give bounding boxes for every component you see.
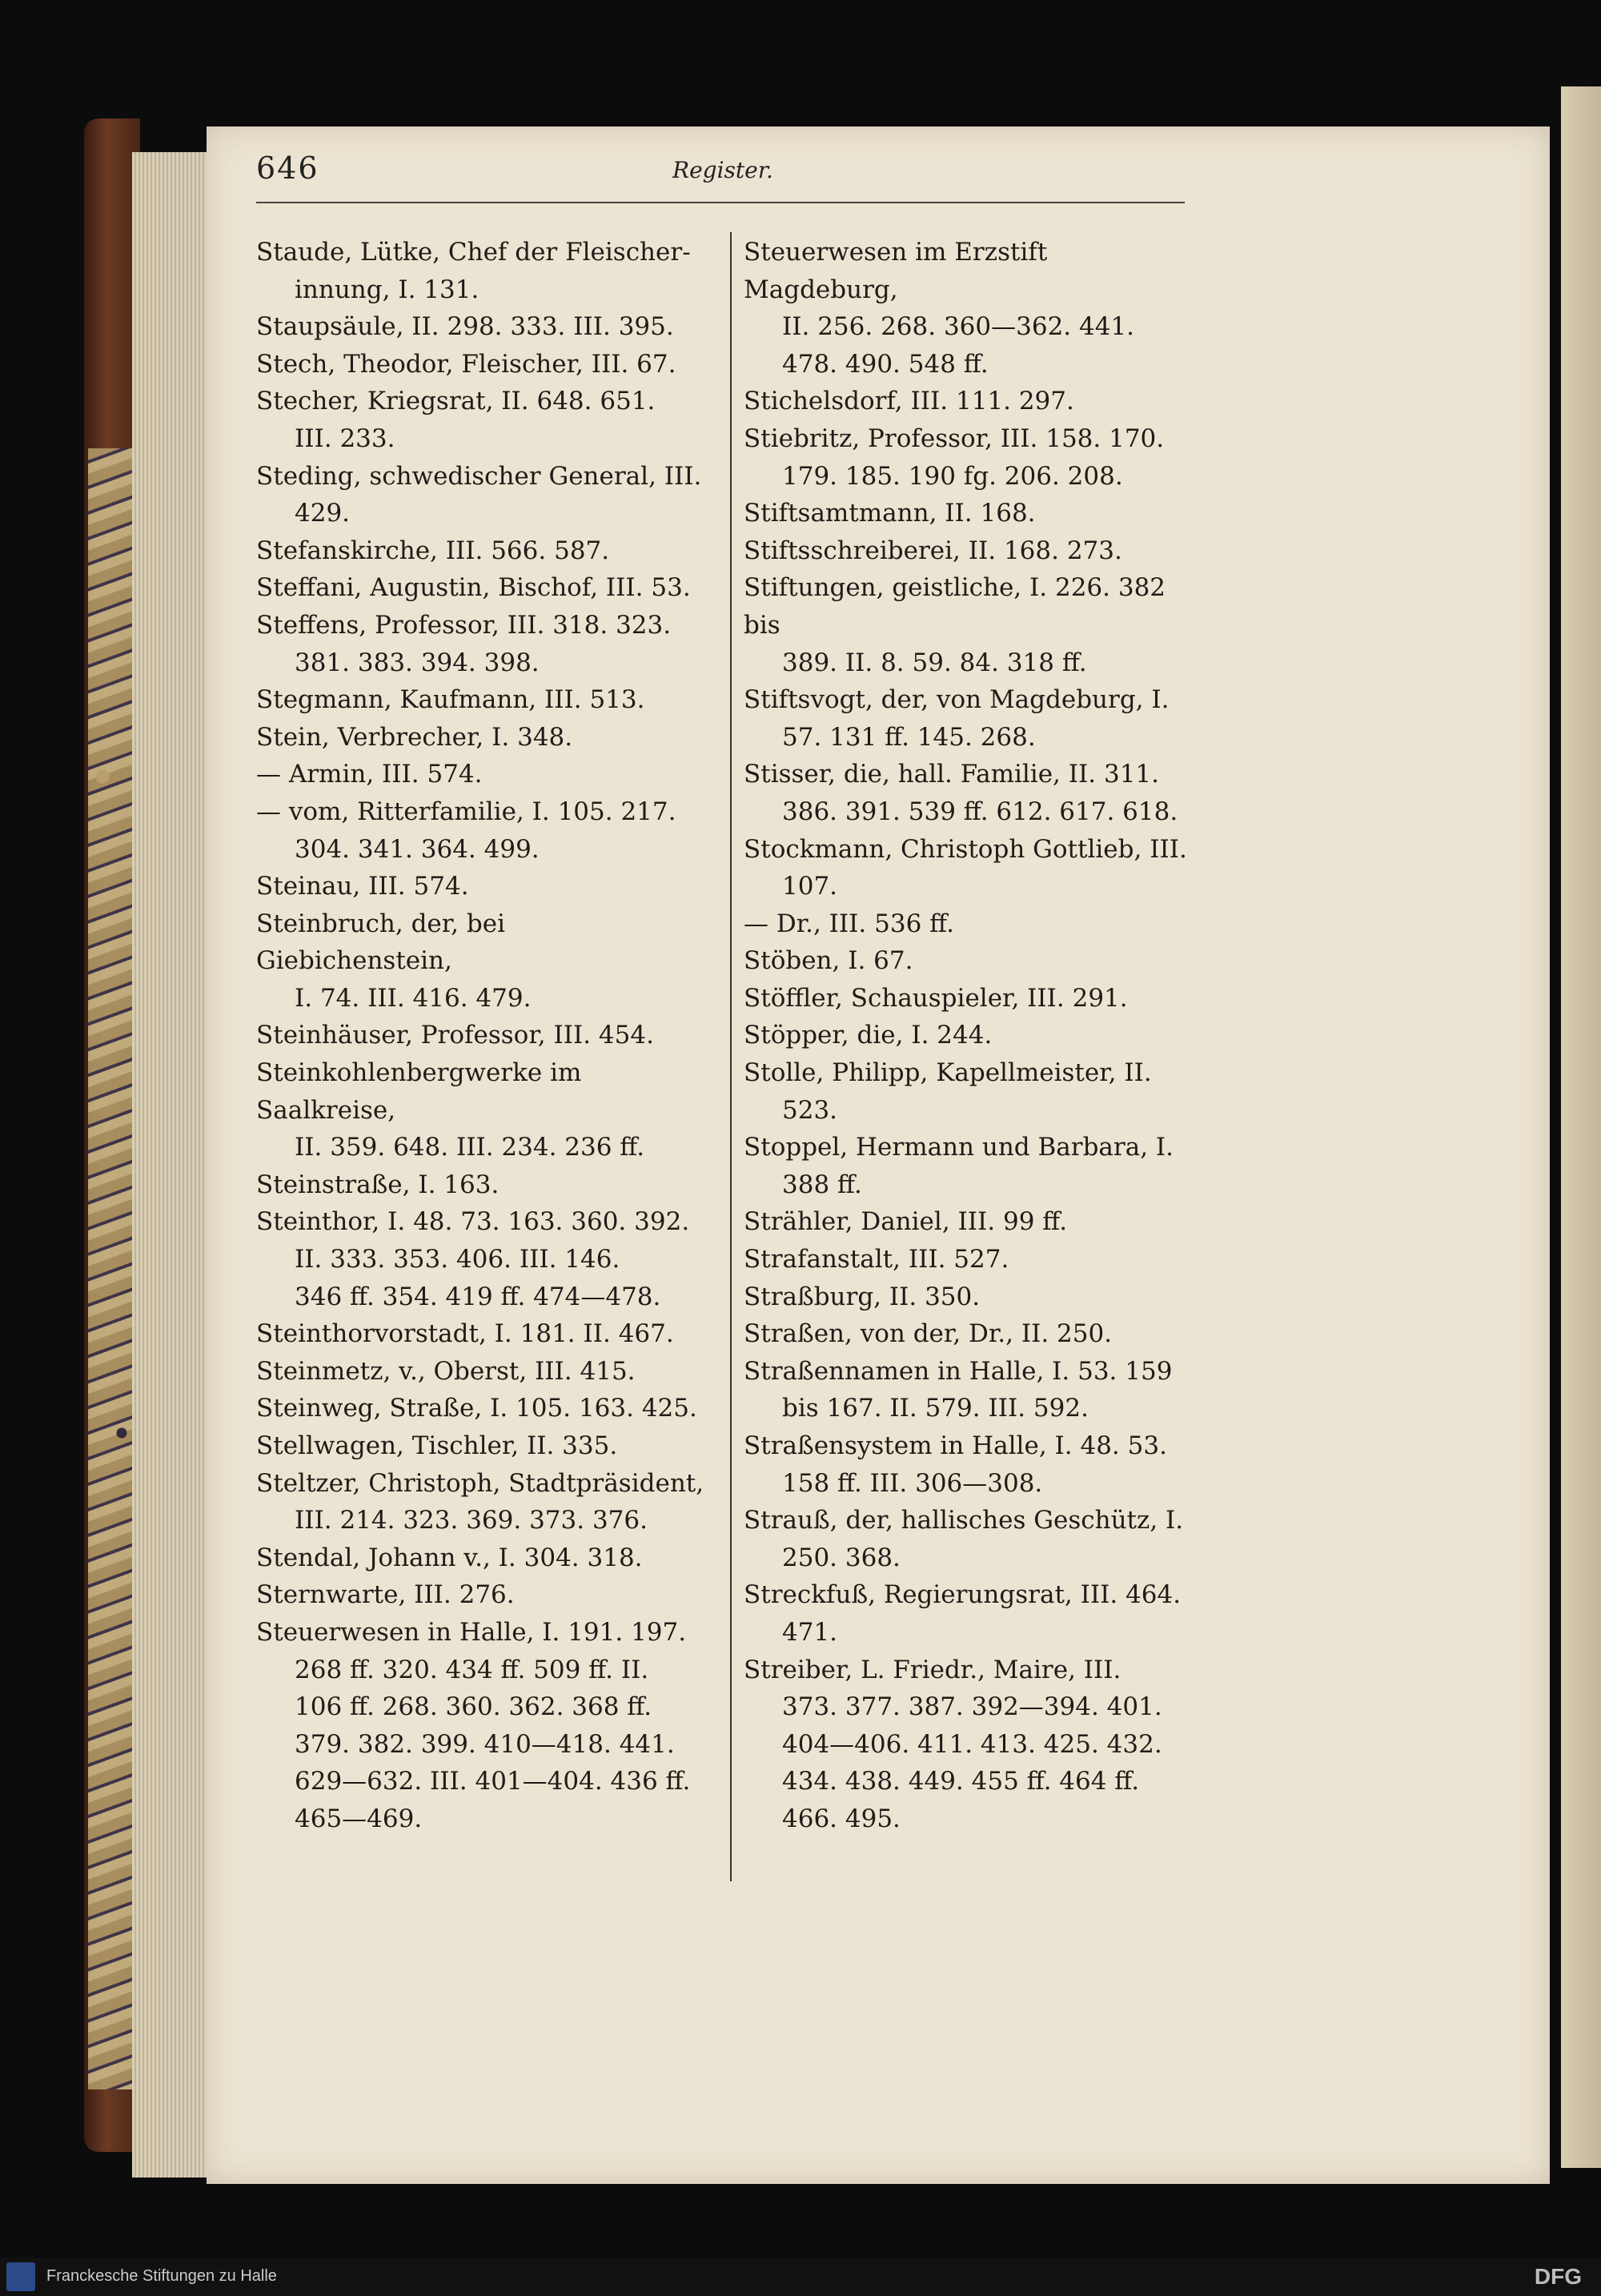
index-line: 429. <box>295 499 351 528</box>
index-line: Stiftsamtmann, II. 168. <box>744 499 1036 528</box>
dfg-logo: DFG <box>1534 2264 1582 2289</box>
index-line: I. 74. III. 416. 479. <box>295 983 532 1013</box>
index-line: II. 359. 648. III. 234. 236 ff. <box>295 1133 645 1162</box>
index-line: bis 167. II. 579. III. 592. <box>782 1394 1089 1423</box>
index-line: Steuerwesen in Halle, I. 191. 197. <box>256 1617 687 1647</box>
index-line: Strauß, der, hallisches Geschütz, I. <box>744 1506 1184 1535</box>
index-line: 268 ff. 320. 434 ff. 509 ff. II. <box>295 1655 649 1684</box>
index-line: Stellwagen, Tischler, II. 335. <box>256 1431 618 1460</box>
index-line: Stöpper, die, I. 244. <box>744 1021 993 1050</box>
index-line: Stisser, die, hall. Familie, II. 311. <box>744 760 1159 789</box>
index-line: 523. <box>782 1095 838 1125</box>
index-line: 379. 382. 399. 410—418. 441. <box>295 1729 675 1759</box>
index-line: Streckfuß, Regierungsrat, III. 464. <box>744 1580 1182 1610</box>
index-line: Steinweg, Straße, I. 105. 163. 425. <box>256 1394 697 1423</box>
index-line: Steinmetz, v., Oberst, III. 415. <box>256 1356 636 1386</box>
page-edges <box>132 152 208 2178</box>
marbled-endpaper <box>88 448 136 2089</box>
index-line: 346 ff. 354. 419 ff. 474—478. <box>295 1282 661 1311</box>
index-line: 434. 438. 449. 455 ff. 464 ff. <box>782 1767 1140 1796</box>
index-line: 388 ff. <box>782 1170 862 1199</box>
index-line: Stiftungen, geistliche, I. 226. 382 bis <box>744 573 1166 640</box>
index-line: Sternwarte, III. 276. <box>256 1580 515 1610</box>
viewer-footer <box>0 2258 1601 2296</box>
index-line: Stefanskirche, III. 566. 587. <box>256 536 610 565</box>
column-divider <box>730 232 732 1881</box>
index-line: Stolle, Philipp, Kapellmeister, II. <box>744 1058 1152 1088</box>
index-line: 381. 383. 394. 398. <box>295 648 540 677</box>
index-line: Stockmann, Christoph Gottlieb, III. <box>744 834 1187 864</box>
index-line: Steinstraße, I. 163. <box>256 1170 500 1199</box>
index-line: 478. 490. 548 ff. <box>782 349 989 379</box>
index-line: 471. <box>782 1617 838 1647</box>
index-line: 106 ff. 268. 360. 362. 368 ff. <box>295 1692 652 1722</box>
index-line: 386. 391. 539 ff. 612. 617. 618. <box>782 797 1178 826</box>
index-line: Steuerwesen im Erzstift Magdeburg, <box>744 238 1048 304</box>
index-line: Straßensystem in Halle, I. 48. 53. <box>744 1431 1167 1460</box>
index-line: Steffani, Augustin, Bischof, III. 53. <box>256 573 691 603</box>
index-line: — vom, Ritterfamilie, I. 105. 217. <box>256 797 676 826</box>
index-line: 373. 377. 387. 392—394. 401. <box>782 1692 1162 1722</box>
index-line: 158 ff. III. 306—308. <box>782 1468 1043 1498</box>
institution-logo-icon <box>6 2262 35 2291</box>
index-line: Staupsäule, II. 298. 333. III. 395. <box>256 312 674 342</box>
index-line: Steinbruch, der, bei Giebichenstein, <box>256 909 505 976</box>
index-line: Stiebritz, Professor, III. 158. 170. <box>744 423 1165 453</box>
index-line: Stichelsdorf, III. 111. 297. <box>744 387 1074 416</box>
index-line: Steinkohlenbergwerke im Saalkreise, <box>256 1058 582 1125</box>
index-line: 389. II. 8. 59. 84. 318 ff. <box>782 648 1087 677</box>
index-line: 250. 368. <box>782 1543 901 1572</box>
index-line: Stecher, Kriegsrat, II. 648. 651. <box>256 387 656 416</box>
index-line: Steinhäuser, Professor, III. 454. <box>256 1021 654 1050</box>
index-line: Steinau, III. 574. <box>256 872 469 901</box>
index-line: Steffens, Professor, III. 318. 323. <box>256 610 672 640</box>
index-line: 107. <box>782 872 838 901</box>
index-line: Steinthorvorstadt, I. 181. II. 467. <box>256 1319 674 1349</box>
index-line: 57. 131 ff. 145. 268. <box>782 722 1036 752</box>
index-line: III. 233. <box>295 423 395 453</box>
index-line: 466. 495. <box>782 1804 901 1833</box>
index-line: Steding, schwedischer General, III. <box>256 461 702 491</box>
index-line: Streiber, L. Friedr., Maire, III. <box>744 1655 1122 1684</box>
index-line: Stech, Theodor, Fleischer, III. 67. <box>256 349 676 379</box>
index-line: Straßen, von der, Dr., II. 250. <box>744 1319 1113 1349</box>
institution-name: Franckesche Stiftungen zu Halle <box>46 2267 277 2285</box>
index-line: Stendal, Johann v., I. 304. 318. <box>256 1543 643 1572</box>
index-line: — Dr., III. 536 ff. <box>744 909 954 938</box>
index-line: 179. 185. 190 fg. 206. 208. <box>782 461 1123 491</box>
index-line: Stegmann, Kaufmann, III. 513. <box>256 685 645 715</box>
index-line: — Armin, III. 574. <box>256 760 483 789</box>
index-line: Strähler, Daniel, III. 99 ff. <box>744 1207 1068 1237</box>
index-column-right <box>744 234 1192 1838</box>
page-number: 646 <box>256 151 319 186</box>
index-line: Straßennamen in Halle, I. 53. 159 <box>744 1356 1173 1386</box>
running-title: Register. <box>672 157 773 183</box>
index-line: 304. 341. 364. 499. <box>295 834 540 864</box>
index-line: Straßburg, II. 350. <box>744 1282 981 1311</box>
index-line: Stein, Verbrecher, I. 348. <box>256 722 573 752</box>
page-header <box>256 151 1185 203</box>
index-line: Stiftsvogt, der, von Magdeburg, I. <box>744 685 1170 715</box>
index-line: Steltzer, Christoph, Stadtpräsident, <box>256 1468 704 1498</box>
index-line: Stoppel, Hermann und Barbara, I. <box>744 1133 1174 1162</box>
index-line: 629—632. III. 401—404. 436 ff. <box>295 1767 691 1796</box>
index-line: Staude, Lütke, Chef der Fleischer- <box>256 238 691 267</box>
index-column-left <box>256 234 704 1838</box>
index-line: III. 214. 323. 369. 373. 376. <box>295 1506 648 1535</box>
index-line: Steinthor, I. 48. 73. 163. 360. 392. <box>256 1207 690 1237</box>
index-line: 465—469. <box>295 1804 423 1833</box>
index-line: Stiftsschreiberei, II. 168. 273. <box>744 536 1122 565</box>
index-line: Stöffler, Schauspieler, III. 291. <box>744 983 1128 1013</box>
index-line: Strafanstalt, III. 527. <box>744 1245 1009 1274</box>
index-line: innung, I. 131. <box>295 275 479 304</box>
index-line: 404—406. 411. 413. 425. 432. <box>782 1729 1162 1759</box>
facing-page-edge <box>1561 86 1601 2168</box>
index-line: II. 256. 268. 360—362. 441. <box>782 312 1135 342</box>
index-line: II. 333. 353. 406. III. 146. <box>295 1245 620 1274</box>
index-line: Stöben, I. 67. <box>744 946 913 976</box>
